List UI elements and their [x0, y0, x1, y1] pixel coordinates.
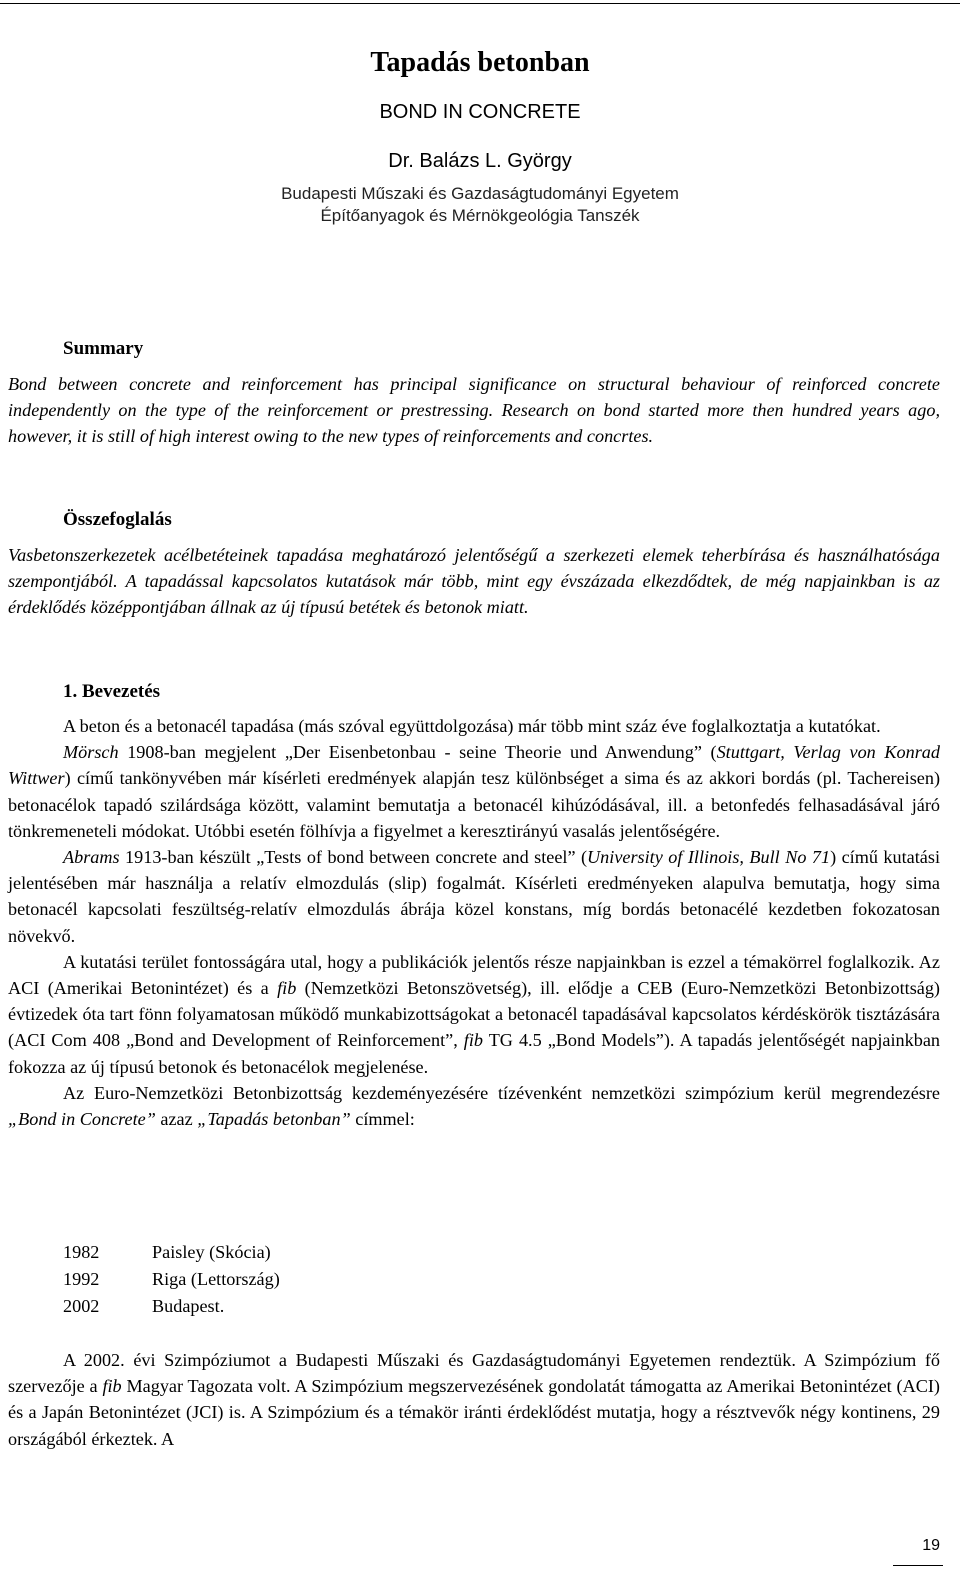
intro-paragraph-morsch: [8, 739, 940, 844]
osszefoglalas-heading: Összefoglalás: [63, 509, 172, 530]
fib-term: fib: [463, 1030, 483, 1051]
symposium-place: Riga (Lettország): [152, 1269, 280, 1289]
text-span: A kutatási terület fontosságára utal, hogy a publikációk jelentős része napjainkban is ezzel a témakörrel foglalkozik. Az ACI (Amerikai Betonintézet) és a: [8, 951, 940, 999]
affiliation-university: Budapesti Műszaki és Gazdaságtudományi Egyetem: [281, 184, 679, 203]
intro-paragraph-1: A beton és a betonacél tapadása (más szóval együttdolgozása) már több mint száz éve foglalkoztatja a kutatókat.: [63, 716, 881, 736]
text-span: (Nemzetközi Betonszövetség), ill. elődje a CEB (Euro-Nemzetközi Betonbizottság) évtizedek óta tart fönn folyamatosan működő munkabizottságokat a betonacél tapadásával kapcsolatos kérdéskörök tisztázására (ACI Com 408 „Bond and Development of Reinforcement”,: [8, 978, 940, 1051]
fib-term: fib: [277, 978, 297, 999]
symposium-year: 1982: [63, 1242, 100, 1262]
text-span: címmel:: [350, 1109, 415, 1130]
quoted-title: „Bond in Concrete”: [8, 1109, 156, 1130]
intro-paragraph-research: [8, 949, 940, 1080]
osszefoglalas-paragraph: Vasbetonszerkezetek acélbetéteinek tapadása meghatározó jelentőségű a szerkezeti elemek teherbírása és használhatósága szempontjából. A tapadással kapcsolatos kutatások már több, mint egy évszázada elkezdődtek, de még napjainkban is az érdeklődés középpontjában állnak az új típusú betétek és betonok miatt.: [8, 545, 940, 618]
closing-body: [8, 1347, 940, 1452]
page-title: Tapadás betonban: [370, 47, 590, 78]
symposium-place: Paisley (Skócia): [152, 1242, 271, 1262]
fib-term: fib: [102, 1376, 122, 1397]
english-title: BOND IN CONCRETE: [379, 101, 581, 123]
author-abrams: Abrams: [63, 847, 120, 868]
symposium-year: 1992: [63, 1269, 100, 1289]
text-span: Az Euro-Nemzetközi Betonbizottság kezdeményezésére tízévenként nemzetközi szimpózium kerül megrendezésre: [63, 1082, 940, 1103]
author-morsch: Mörsch: [63, 742, 119, 763]
text-span: Magyar Tagozata volt. A Szimpózium megszervezésének gondolatát támogatta az Amerikai Betonintézet (ACI) és a Japán Betonintézet (JCI) is. A Szimpózium és a témakör iránti érdeklődést mutatja, hogy a résztvevők négy kontinens, 29 országából érkeztek. A: [8, 1376, 940, 1449]
text-span: ) című tankönyvében már kísérleti eredmények alapján tesz különbséget a sima és az akkori bordás (pl. Tachereisen) betonacélok tapadó szilárdsága között, valamint bemutatja a betonacél kihúzódásával, ill. a betonfedés felhasadásával járó tönkremeneteli módokat. Utóbbi esetén fölhívja a figyelmet a keresztirányú vasalás jelentőségére.: [8, 768, 940, 841]
publisher-abrams: University of Illinois, Bull No 71: [587, 847, 831, 868]
text-span: ) című kutatási jelentésében már használja a relatív elmozdulás (slip) fogalmát. Kísérleti eredményeken alapulva bemutatja, hogy sima betonacél kapcsolati feszültség-relatív elmozdulás ábrája közel konstans, míg bordás betonacélé kezdetben fokozatosan növekvő.: [8, 847, 940, 946]
symposium-list-item: [63, 1266, 280, 1292]
intro-paragraph-abrams: [8, 844, 940, 949]
symposium-place: Budapest.: [152, 1296, 225, 1316]
text-span: 1913-ban készült „Tests of bond between concrete and steel” (: [119, 847, 588, 868]
summary-text: [8, 371, 940, 450]
text-span: TG 4.5 „Bond Models”). A tapadás jelentőségét napjainkban fokozza az új típusú betonok és betonacélok megjelenése.: [8, 1030, 940, 1077]
text-span: 1908-ban megjelent „Der Eisenbetonbau - seine Theorie und Anwendung” (: [118, 742, 717, 763]
author: Dr. Balázs L. György: [388, 150, 572, 172]
summary-paragraph: Bond between concrete and reinforcement has principal significance on structural behaviour of reinforced concrete independently on the type of the reinforcement or prestressing. Research on bond started more then hundred years ago, however, it is still of high interest owing to the new types of reinforcements and concrtes.: [8, 374, 940, 447]
top-rule: [0, 3, 960, 4]
intro-paragraph-symposium: [8, 1080, 940, 1132]
section-heading-introduction: 1. Bevezetés: [63, 681, 161, 702]
symposium-list-item: [63, 1239, 271, 1265]
publisher-morsch: Stuttgart, Verlag von Konrad Wittwer: [8, 742, 940, 789]
text-span: azaz: [155, 1109, 198, 1130]
symposium-list-item: [63, 1293, 224, 1319]
footer-rule: [893, 1565, 943, 1566]
osszefoglalas-text: [8, 542, 940, 621]
summary-heading: Summary: [63, 338, 144, 359]
symposium-year: 2002: [63, 1296, 100, 1316]
text-span: A 2002. évi Szimpóziumot a Budapesti Műszaki és Gazdaságtudományi Egyetemen rendeztük. A Szimpózium fő szervezője a: [8, 1350, 940, 1397]
affiliation-department: Építőanyagok és Mérnökgeológia Tanszék: [320, 206, 640, 225]
closing-paragraph: [8, 1347, 940, 1452]
introduction-body: [8, 713, 940, 1132]
quoted-title: „Tapadás betonban”: [197, 1109, 351, 1130]
page-number: 19: [922, 1537, 940, 1554]
